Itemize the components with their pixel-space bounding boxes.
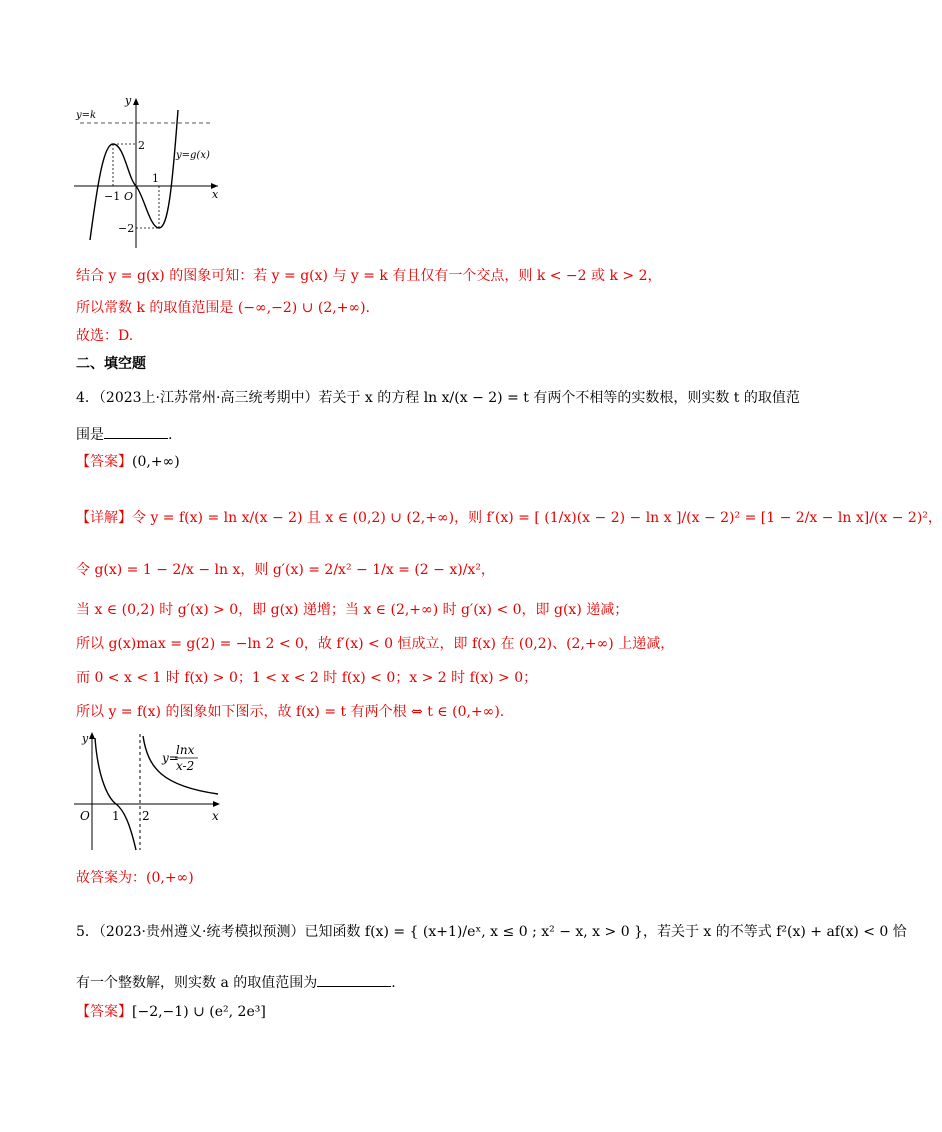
q4-detail-line3: 当 x ∈ (0,2) 时 g′(x) > 0，即 g(x) 递增；当 x ∈ (2,+∞) 时 g′(x) < 0，即 g(x) 递减； <box>76 602 629 618</box>
label-curve: y=g(x) <box>176 150 210 161</box>
tick-neg2: −2 <box>118 222 135 235</box>
tick-neg1: −1 <box>104 190 121 203</box>
tick-1: 1 <box>152 172 159 185</box>
q4-answer: (0,+∞) <box>132 454 180 470</box>
q5-stem-end: . <box>391 975 396 991</box>
q4-detail-tag: 【详解】 <box>76 510 132 526</box>
label-y-equals-k: y=k <box>76 110 97 121</box>
q4-answer-tag: 【答案】 <box>76 454 132 470</box>
curve-label-den: x-2 <box>176 759 195 773</box>
y-axis-arrow <box>89 732 95 739</box>
x-axis-arrow <box>213 801 220 807</box>
q4-source: （2023上·江苏常州·高三统考期中） <box>98 390 319 406</box>
solution3-line1: 结合 y = g(x) 的图象可知：若 y = g(x) 与 y = k 有且仅有一个交点，则 k < −2 或 k > 2， <box>76 268 662 284</box>
solution3-line3: 故选：D. <box>76 328 134 344</box>
q4-answer-blank <box>104 424 168 439</box>
q5-stem-line2 <box>76 972 396 993</box>
graph-f-of-x <box>70 728 230 854</box>
label-origin: O <box>124 190 134 203</box>
q4-detail-d1: 令 y = f(x) = ln x/(x − 2) 且 x ∈ (0,2) ∪ (2,+∞)，则 f′(x) = [ (1/x)(x − 2) − ln x ]/(x − 2)² = [1 − 2/x − ln x]/(x − 2)²， <box>132 510 942 526</box>
q4-final-answer: 故答案为：(0,+∞) <box>76 870 194 886</box>
q5-number: 5． <box>76 924 99 940</box>
q4-stem-a: 若关于 x 的方程 ln x/(x − 2) = t 有两个不相等的实数根，则实数 t 的取值范 <box>318 390 800 406</box>
tick-1: 1 <box>112 809 120 823</box>
q4-detail-line2: 令 g(x) = 1 − 2/x − ln x，则 g′(x) = 2/x² − 1/x = (2 − x)/x²， <box>76 562 495 578</box>
q5-stem-a: 已知函数 f(x) = { (x+1)/eˣ, x ≤ 0 ; x² − x, x > 0 }，若关于 x 的不等式 f²(x) + af(x) < 0 恰 <box>304 924 907 940</box>
q4-stem-b: 围是 <box>76 427 104 443</box>
curve-label-lhs: y= <box>162 751 179 765</box>
tick-2: 2 <box>138 139 145 152</box>
section-title: 二、填空题 <box>76 356 146 372</box>
q5-stem-line1 <box>76 922 907 942</box>
q4-number: 4． <box>76 390 99 406</box>
label-origin: O <box>80 809 90 823</box>
q4-detail-line5: 而 0 < x < 1 时 f(x) > 0；1 < x < 2 时 f(x) < 0；x > 2 时 f(x) > 0； <box>76 670 538 686</box>
curve-g-of-x <box>90 110 178 240</box>
curve-label-num: lnx <box>176 743 195 757</box>
q5-answer: [−2,−1) ∪ (e², 2e³] <box>132 1004 266 1020</box>
q5-source: （2023·贵州遵义·统考模拟预测） <box>98 924 305 940</box>
q5-answer-line <box>76 1002 266 1022</box>
q5-stem-b: 有一个整数解，则实数 a 的取值范围为 <box>76 975 318 991</box>
graph-g-of-x <box>70 90 230 250</box>
tick-2: 2 <box>142 809 150 823</box>
curve-left-branch <box>95 738 136 850</box>
q5-answer-blank <box>317 972 391 987</box>
solution3-line2: 所以常数 k 的取值范围是 (−∞,−2) ∪ (2,+∞). <box>76 300 370 316</box>
q4-stem-line1 <box>76 388 800 408</box>
label-y-axis: y <box>82 732 89 745</box>
q4-detail-line6: 所以 y = f(x) 的图象如下图示，故 f(x) = t 有两个根 ⇔ t ∈ (0,+∞). <box>76 704 505 720</box>
label-x-axis: x <box>212 809 219 823</box>
y-axis-arrow <box>133 98 139 105</box>
q5-answer-tag: 【答案】 <box>76 1004 132 1020</box>
label-y-axis: y <box>125 94 132 107</box>
q4-detail-line1 <box>76 508 942 528</box>
q4-stem-end: . <box>168 427 173 443</box>
q4-detail-line4: 所以 g(x)max = g(2) = −ln 2 < 0，故 f′(x) < 0 恒成立，即 f(x) 在 (0,2)、(2,+∞) 上递减， <box>76 636 675 652</box>
q4-stem-line2 <box>76 424 172 445</box>
q4-answer-line <box>76 452 180 472</box>
label-x-axis: x <box>212 188 219 201</box>
